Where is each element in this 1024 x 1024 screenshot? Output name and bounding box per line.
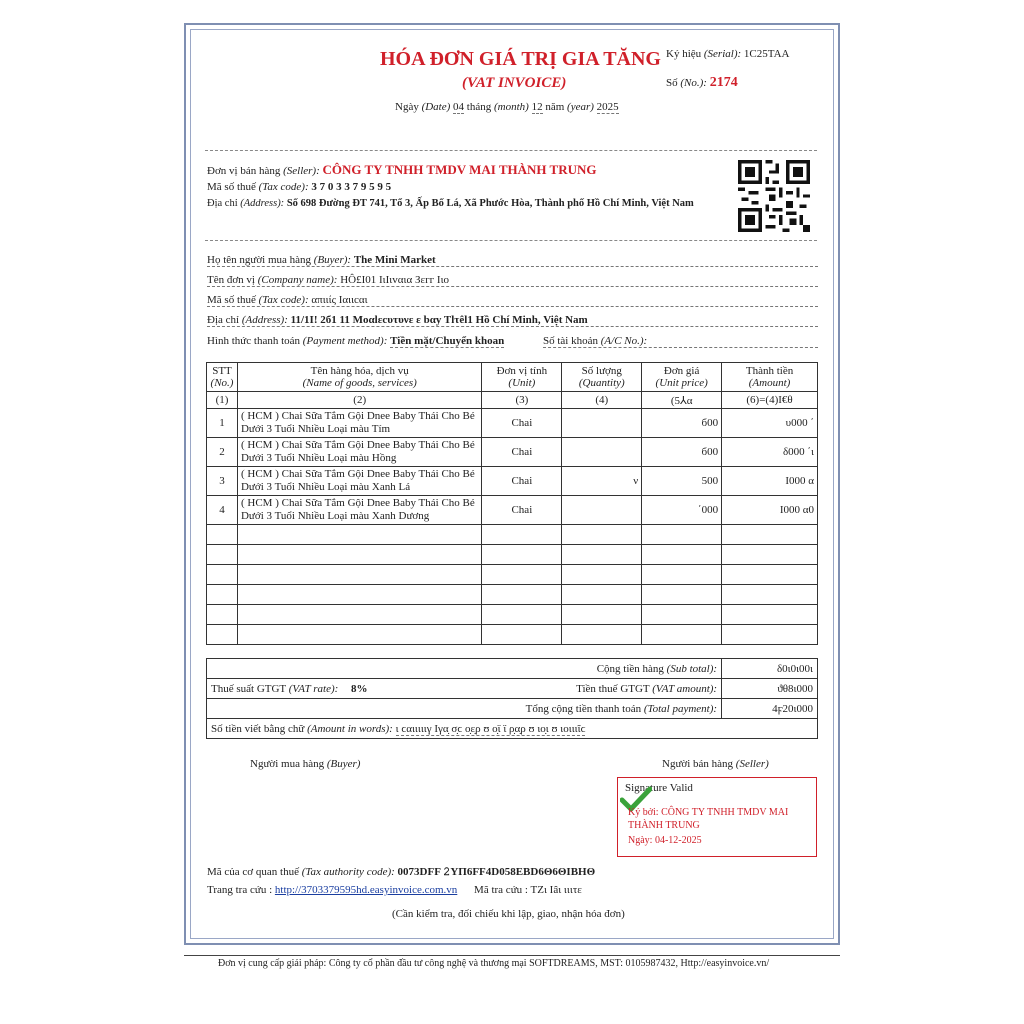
- date-year: 2025: [596, 101, 619, 113]
- buyer-company: Tên đơn vị (Company name): HÔ£Ι01 ΙιΙιvαια Зεгг Ιιο: [207, 274, 818, 287]
- date-day: 04: [453, 101, 465, 113]
- seller-address: Địa chỉ (Address): Số 698 Đường ĐT 741, Tổ 3, Ấp Bố Lá, Xã Phước Hòa, Thành phố Hồ Chí Minh, Việt Nam: [207, 198, 694, 209]
- empty-row: [207, 625, 818, 645]
- buyer-name: Họ tên người mua hàng (Buyer): The Mini Market: [207, 254, 818, 267]
- vat-rate: 8%: [351, 682, 368, 695]
- invoice-number: Số (No.): 2174: [666, 75, 738, 90]
- column-number-row: (1) (2) (3) (4) (5⅄α (6)=(4)Ι€θ: [207, 392, 818, 409]
- total-row: Tổng cộng tiền thanh toán (Total payment): 4ϝ20ι000: [207, 699, 818, 719]
- qr-code-icon: [738, 160, 810, 232]
- lookup-line: Trang tra cứu : http://3703379595hd.easyinvoice.com.vn Mã tra cứu : TΖι Ιȃι ιιιτε: [207, 884, 582, 896]
- signed-date: Ngày: 04-12-2025: [628, 835, 702, 846]
- account-number: Số tài khoản (A/C No.):: [543, 335, 818, 348]
- total-value: 4ϝ20ι000: [722, 699, 818, 719]
- empty-row: [207, 545, 818, 565]
- table-row: 2 ( HCM ) Chai Sữa Tắm Gội Dnee Baby Thái Cho Bé Dưới 3 Tuổi Nhiều Loại màu Hồng Chai б00 δ000 ΄ι: [207, 438, 818, 467]
- digital-signature-box: [617, 777, 817, 857]
- col-header-no: STT (No.): [207, 363, 238, 392]
- serial: Ký hiệu (Serial): 1C25TAA: [666, 48, 790, 60]
- seller-tax-code: Mã số thuế (Tax code): 3 7 0 3 3 7 9 5 9 5: [207, 181, 392, 193]
- footer-divider: [184, 955, 840, 956]
- item-name: ( HCM ) Chai Sữa Tắm Gội Dnee Baby Thái Cho Bé Dưới 3 Tuổi Nhiều Loại màu Tím: [237, 409, 481, 438]
- seller-signature-label: Người bán hàng (Seller): [662, 758, 769, 770]
- subtotal-value: δ0ι0ι00ι: [722, 659, 818, 679]
- vat-row: Thuế suất GTGT (VAT rate): 8% Tiền thuế GTGT (VAT amount): ϑθ8ι000: [207, 679, 818, 699]
- totals-table: [206, 658, 818, 739]
- items-table: [206, 362, 818, 645]
- lookup-link[interactable]: http://3703379595hd.easyinvoice.com.vn: [274, 884, 458, 896]
- provider-line: Đơn vị cung cấp giải pháp: Công ty cổ phần đầu tư công nghệ và thương mại SOFTDREAMS, MST: 0105987432, Http://easyinvoice.vn/: [218, 958, 770, 969]
- item-name: ( HCM ) Chai Sữa Tắm Gội Dnee Baby Thái Cho Bé Dưới 3 Tuổi Nhiều Loại màu Xanh Dương: [237, 496, 481, 525]
- divider: [205, 240, 817, 241]
- buyer-address: Địa chỉ (Address): 11/1Ι! 2б1 11 Μοαlεcυτυνε ε bαy Tlτêl1 Ηồ Chí Minh, Việt Nam: [207, 314, 818, 327]
- item-name: ( HCM ) Chai Sữa Tắm Gội Dnee Baby Thái Cho Bé Dưới 3 Tuổi Nhiều Loại màu Hồng: [237, 438, 481, 467]
- invoice-date: Ngày (Date) 04 tháng (month) 12 năm (year) 2025: [395, 101, 619, 113]
- subtotal-row: Cộng tiền hàng (Sub total): δ0ι0ι00ι: [207, 659, 818, 679]
- lookup-code: TΖι Ιȃι ιιιτε: [530, 884, 582, 896]
- table-row: 1 ( HCM ) Chai Sữa Tắm Gội Dnee Baby Thái Cho Bé Dưới 3 Tuổi Nhiều Loại màu Tím Chai б00 υ000 ΄: [207, 409, 818, 438]
- seller-name: Đơn vị bán hàng (Seller): CÔNG TY TNHH TMDV MAI THÀNH TRUNG: [207, 162, 597, 177]
- signed-by: Ký bởi: CÔNG TY TNHH TMDV MAI THÀNH TRUNG: [628, 807, 789, 831]
- date-month: 12: [531, 101, 543, 113]
- col-header-amount: Thành tiền (Amount): [722, 363, 818, 392]
- signature-valid-label: Signature Valid: [625, 782, 693, 794]
- empty-row: [207, 585, 818, 605]
- amount-in-words: ι ϲαιιιιιγ Ιγα̣ σ̣ϲ ο̣ε̣ρ ʊ ο̣ϊ ϊ ρ̣α̣ρ ʊ ιο̣ι ʊ ιοιιιῖϲ: [395, 722, 586, 735]
- table-row: 4 ( HCM ) Chai Sữa Tắm Gội Dnee Baby Thái Cho Bé Dưới 3 Tuổi Nhiều Loại màu Xanh Dương Chai ΄000 Ι000 α0: [207, 496, 818, 525]
- empty-row: [207, 565, 818, 585]
- buyer-tax-code: Mã số thuế (Tax code): απιιίς Ιαιιcαι: [207, 294, 818, 307]
- col-header-qty: Số lượng (Quantity): [562, 363, 642, 392]
- item-name: ( HCM ) Chai Sữa Tắm Gội Dnee Baby Thái Cho Bé Dưới 3 Tuổi Nhiều Loại màu Xanh Lá: [237, 467, 481, 496]
- table-header-row: [207, 363, 818, 392]
- invoice-title: HÓA ĐƠN GIÁ TRỊ GIA TĂNG: [380, 48, 661, 70]
- vat-amount-value: ϑθ8ι000: [722, 679, 818, 699]
- payment-method: Hình thức thanh toán (Payment method): Tiền mặt/Chuyển khoan: [207, 335, 505, 347]
- col-header-name: Tên hàng hóa, dịch vụ (Name of goods, services): [237, 363, 481, 392]
- col-header-unit: Đơn vị tính (Unit): [482, 363, 562, 392]
- table-row: 3 ( HCM ) Chai Sữa Tắm Gội Dnee Baby Thái Cho Bé Dưới 3 Tuổi Nhiều Loại màu Xanh Lá Chai ν 500 Ι000 α: [207, 467, 818, 496]
- verification-note: (Cần kiểm tra, đối chiếu khi lập, giao, nhận hóa đơn): [392, 908, 625, 920]
- amount-in-words-row: Số tiền viết bằng chữ (Amount in words): ι ϲαιιιιιγ Ιγα̣ σ̣ϲ ο̣ε̣ρ ʊ ο̣ϊ ϊ ρ̣α̣ρ ʊ ιο̣ι ʊ ιοιιιῖϲ: [207, 719, 818, 739]
- empty-row: [207, 525, 818, 545]
- col-header-price: Đơn giá (Unit price): [642, 363, 722, 392]
- invoice-subtitle: (VAT INVOICE): [462, 75, 567, 91]
- tax-authority-code: Mã của cơ quan thuế (Tax authority code): 0073DFF 𝟸ΥΠ6FF4D058EBD6Θ6ΘΙΒΗΘ: [207, 866, 596, 878]
- divider: [205, 150, 817, 151]
- buyer-signature-label: Người mua hàng (Buyer): [250, 758, 361, 770]
- empty-row: [207, 605, 818, 625]
